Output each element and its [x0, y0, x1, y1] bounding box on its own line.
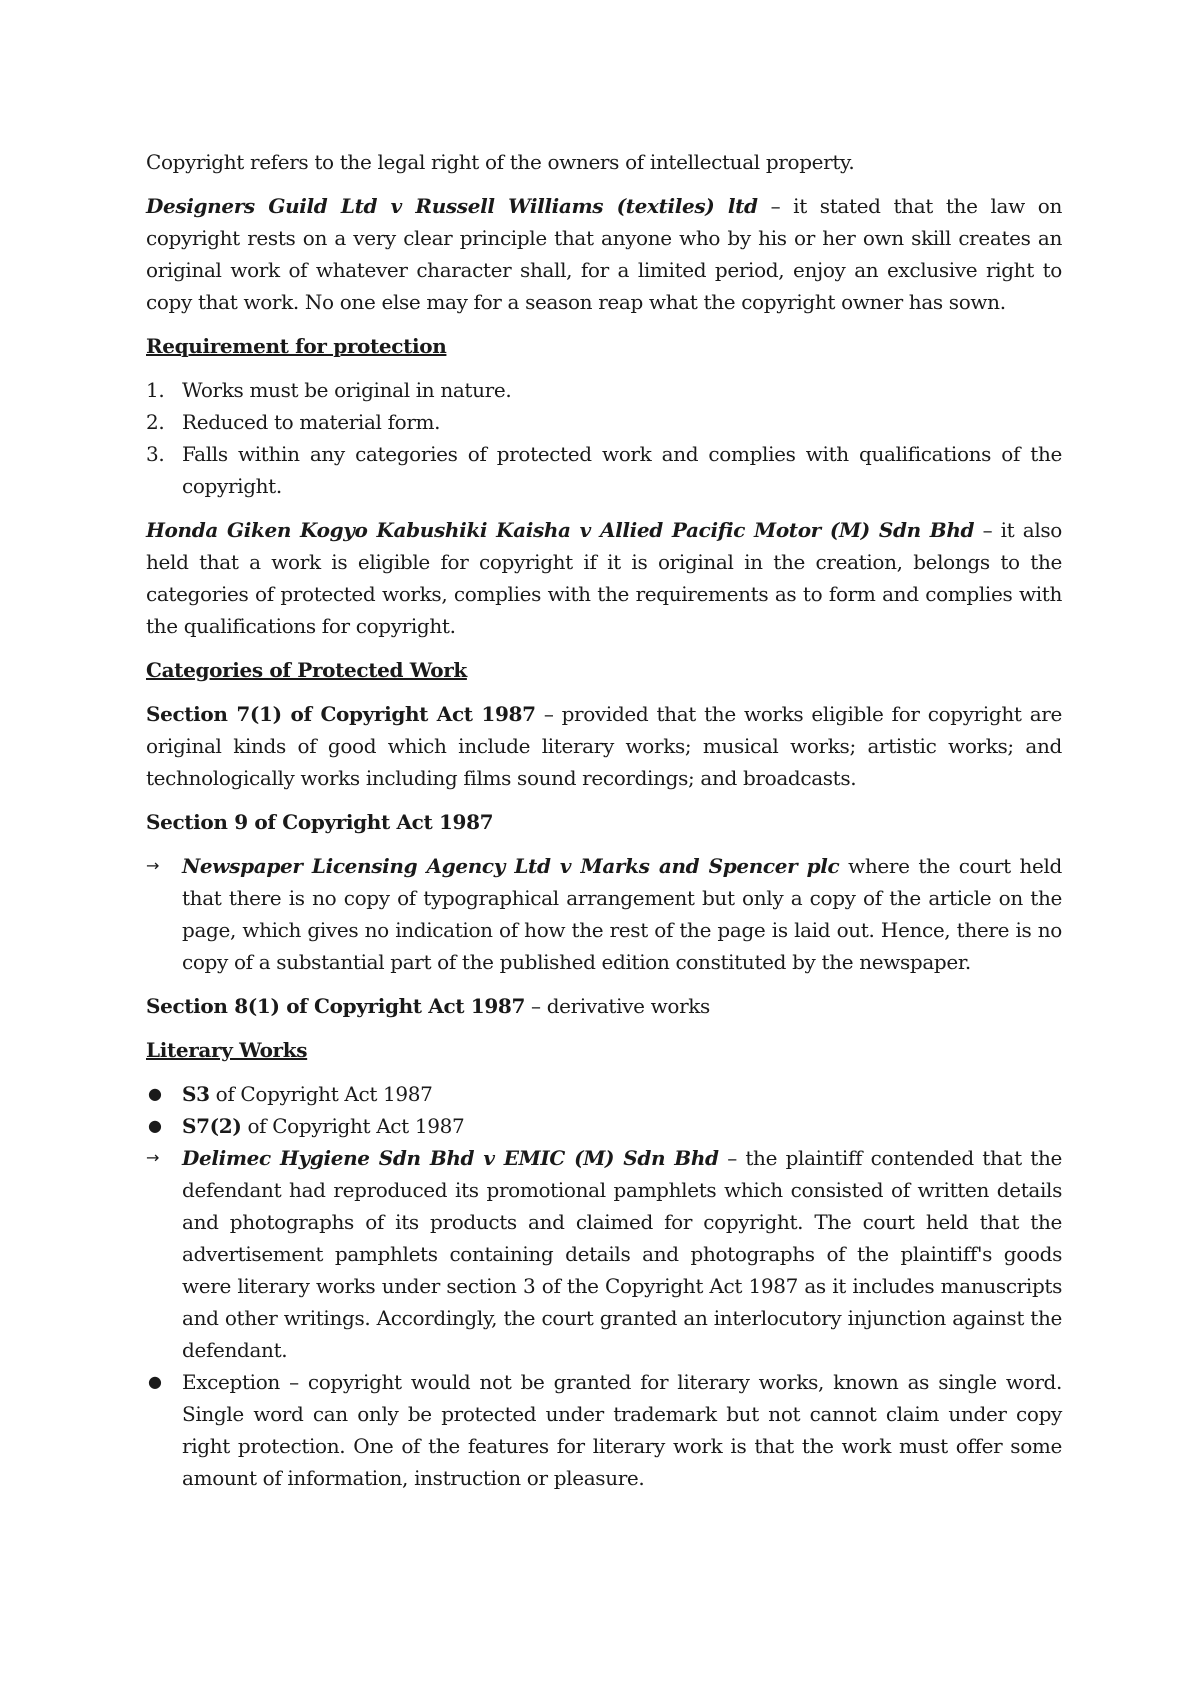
list-text: of Copyright Act 1987 [209, 1082, 433, 1106]
list-number: 1. [146, 378, 165, 402]
bullet-icon: ● [148, 1116, 162, 1135]
intro-paragraph: Copyright refers to the legal right of the owners of intellectual property. [146, 150, 855, 174]
list-text: Falls within any categories of protected work and complies with qualifications of the copyright. [182, 442, 1062, 498]
list-item [146, 1110, 1062, 1142]
section7-paragraph [146, 698, 1062, 794]
list-text: of Copyright Act 1987 [241, 1114, 465, 1138]
section9-list [146, 850, 1062, 978]
list-item [146, 1078, 1062, 1110]
section9-heading: Section 9 of Copyright Act 1987 [146, 810, 494, 834]
section-label: Section 8(1) of Copyright Act 1987 [146, 994, 526, 1018]
list-item [146, 406, 1062, 438]
categories-heading: Categories of Protected Work [146, 658, 467, 682]
section-text: – derivative works [525, 994, 710, 1018]
list-item [146, 1142, 1062, 1366]
literary-heading: Literary Works [146, 1038, 308, 1062]
list-item [146, 850, 1062, 978]
section-ref: S3 [182, 1082, 210, 1106]
honda-paragraph [146, 514, 1062, 642]
bullet-icon: ● [148, 1372, 162, 1391]
case-text: – it stated that the law on copyright rests on a very clear principle that anyone who by his or her own skill creates an original work of whatever character shall, for a limited period, enjoy an exclusive right to copy that work. No one else may for a season reap what the copyright owner has sown. [146, 194, 1062, 314]
designers-guild-paragraph [146, 190, 1062, 318]
list-item [146, 374, 1062, 406]
case-text: – the plaintiff contended that the defendant had reproduced its promotional pamphlets which consisted of written details and photographs of its products and claimed for copyright. The court held that the advertisement pamphlets containing details and photographs of the plaintiff's goods were literary works under section 3 of the Copyright Act 1987 as it includes manuscripts and other writings. Accordingly, the court granted an interlocutory injunction against the defendant. [182, 1146, 1062, 1362]
section8-paragraph [146, 990, 1062, 1022]
case-name: Designers Guild Ltd v Russell Williams (textiles) ltd [146, 194, 758, 218]
bullet-icon: ● [148, 1084, 162, 1103]
case-text: – it also held that a work is eligible for copyright if it is original in the creation, belongs to the categories of protected works, complies with the requirements as to form and complies with the qualifications for copyright. [146, 518, 1062, 638]
section-ref: S7(2) [182, 1114, 242, 1138]
case-name: Newspaper Licensing Agency Ltd v Marks and Spencer plc [182, 854, 840, 878]
list-text: Exception – copyright would not be granted for literary works, known as single word. Single word can only be protected under trademark but not cannot claim under copy right protection. One of the features for literary work is that the work must offer some amount of information, instruction or pleasure. [182, 1370, 1062, 1490]
literary-list [146, 1078, 1062, 1494]
case-name: Honda Giken Kogyo Kabushiki Kaisha v Allied Pacific Motor (M) Sdn Bhd [146, 518, 975, 542]
section-label: Section 7(1) of Copyright Act 1987 [146, 702, 536, 726]
requirements-list [146, 374, 1062, 502]
list-number: 3. [146, 442, 165, 466]
case-text: where the court held that there is no copy of typographical arrangement but only a copy of the article on the page, which gives no indication of how the rest of the page is laid out. Hence, there is no copy of a substantial part of the published edition constituted by the newspaper. [182, 854, 1062, 974]
list-text: Reduced to material form. [182, 410, 441, 434]
arrow-icon: → [146, 1148, 160, 1167]
list-text: Works must be original in nature. [182, 378, 512, 402]
list-item [146, 1366, 1062, 1494]
requirement-heading: Requirement for protection [146, 334, 447, 358]
list-item [146, 438, 1062, 502]
case-name: Delimec Hygiene Sdn Bhd v EMIC (M) Sdn Bhd [182, 1146, 719, 1170]
arrow-icon: → [146, 856, 160, 875]
section-text: – provided that the works eligible for copyright are original kinds of good which include literary works; musical works; artistic works; and technologically works including films sound recordings; and broadcasts. [146, 702, 1062, 790]
list-number: 2. [146, 410, 165, 434]
